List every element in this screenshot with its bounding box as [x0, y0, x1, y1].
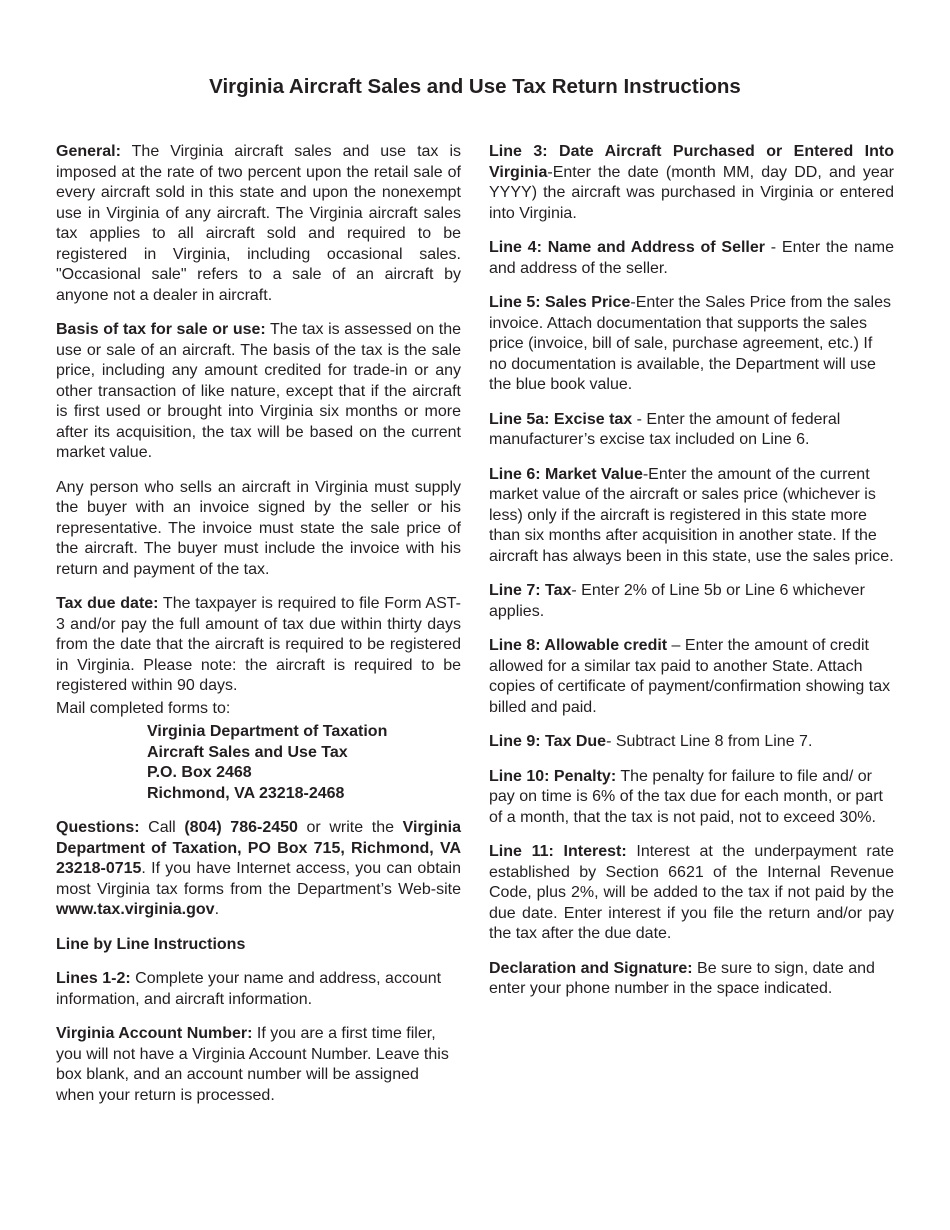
- line-4-text: - Enter the name and address of the seller.: [489, 239, 894, 277]
- line-5-label: Line 5: Sales Price: [489, 294, 631, 311]
- basis-text: The tax is assessed on the use or sale of an aircraft. The basis of the tax is the sale price, including any amount credited for trade-in or any other transaction of like nature, except that if the aircraft is first used or brought into Virginia six months or more after its acquisition, the tax will be based on the current market value.: [56, 321, 461, 461]
- declaration-paragraph: [489, 959, 894, 1000]
- declaration-label: Declaration and Signature:: [489, 959, 693, 977]
- line-6-paragraph: [489, 465, 894, 568]
- address-line-4: Richmond, VA 23218-2468: [147, 784, 345, 802]
- department-address: Virginia Department of Taxation, PO Box 715, Richmond, VA 23218-0715: [56, 819, 461, 877]
- line-7-paragraph: [489, 581, 894, 622]
- basis-label: Basis of tax for sale or use:: [56, 321, 266, 338]
- left-column: [56, 142, 461, 1120]
- line-5-text: -Enter the Sales Price from the sales invoice. Attach documentation that supports the sales price (invoice, bill of sale, purchase agreement, etc.) If no documentation is available, the Department will use the blue book value.: [489, 294, 891, 393]
- questions-paragraph: [56, 818, 461, 921]
- lines-1-2-text: Complete your name and address, account information, and aircraft information.: [56, 970, 442, 1008]
- account-number-label: Virginia Account Number:: [56, 1025, 253, 1042]
- right-column: [489, 142, 894, 1014]
- questions-call: Call: [139, 819, 185, 836]
- general-text: The Virginia aircraft sales and use tax is imposed at the rate of two percent upon the retail sale of every aircraft sold in this state and upon the nonexempt use in Virginia of any aircraft. The Virginia aircraft sales tax applies to all aircraft sold and required to be registered in Virginia, including occasional sales. "Occasional sale" refers to a sale of an aircraft by anyone not a dealer in aircraft.: [56, 143, 461, 304]
- line-7-text: - Enter 2% of Line 5b or Line 6 whichever applies.: [489, 582, 865, 620]
- due-date-paragraph: [56, 594, 461, 697]
- line-5a-paragraph: [489, 410, 894, 451]
- due-date-text: The taxpayer is required to file Form AST-3 and/or pay the full amount of tax due within thirty days from the date that the aircraft is required to be registered in Virginia. Please note: the aircraft is required to be registered within 90 days.: [56, 595, 461, 694]
- basis-paragraph: [56, 320, 461, 464]
- invoice-paragraph: Any person who sells an aircraft in Virginia must supply the buyer with an invoice signed by the seller or his representative. The invoice must state the sale price of the aircraft. The buyer must include the invoice with his return and payment of the tax.: [56, 478, 461, 578]
- line-5a-text: - Enter the amount of federal manufacturer’s excise tax included on Line 6.: [489, 410, 841, 448]
- line-4-label: Line 4: Name and Address of Seller: [489, 239, 765, 256]
- line-8-text: – Enter the amount of credit allowed for a similar tax paid to another State. Attach copies of certificate of payment/confirmation showing tax billed and paid.: [489, 637, 891, 716]
- account-number-text: If you are a first time filer, you will not have a Virginia Account Number. Leave this box blank, and an account number will be assigned when your return is processed.: [56, 1025, 449, 1104]
- line-11-label: Line 11: Interest:: [489, 843, 627, 860]
- address-line-3: P.O. Box 2468: [147, 764, 252, 781]
- address-line-2: Aircraft Sales and Use Tax: [147, 743, 348, 761]
- line-5a-label: Line 5a: Excise tax: [489, 410, 633, 428]
- page-title: Virginia Aircraft Sales and Use Tax Return Instructions: [209, 75, 741, 98]
- general-label: General:: [56, 143, 121, 160]
- line-10-label: Line 10: Penalty:: [489, 767, 617, 785]
- line-3-label: Line 3: Date Aircraft Purchased or Entered Into Virginia: [489, 143, 894, 181]
- website-link[interactable]: www.tax.virginia.gov: [56, 901, 215, 918]
- general-paragraph: [56, 142, 461, 306]
- line-6-label: Line 6: Market Value: [489, 465, 643, 483]
- line-9-text: - Subtract Line 8 from Line 7.: [606, 733, 813, 750]
- due-date-label: Tax due date:: [56, 595, 159, 612]
- line-6-text: -Enter the amount of the current market value of the aircraft or sales price (whichever is less) only if the aircraft is registered in this state more than six months after acquisition in another state. If the aircraft has always been in this state, use the sales price.: [489, 465, 894, 565]
- address-line-1: Virginia Department of Taxation: [147, 723, 388, 740]
- line-8-label: Line 8: Allowable credit: [489, 637, 668, 654]
- line-7-label: Line 7: Tax: [489, 582, 572, 599]
- account-number-paragraph: [56, 1024, 461, 1106]
- mail-instruction: Mail completed forms to:: [56, 699, 231, 717]
- questions-write: or write the: [297, 819, 403, 836]
- line-8-paragraph: [489, 636, 894, 718]
- line-4-paragraph: [489, 238, 894, 279]
- line-9-paragraph: [489, 732, 894, 753]
- lines-1-2-paragraph: [56, 969, 461, 1010]
- mailing-address: [147, 722, 461, 804]
- questions-internet: . If you have Internet access, you can obtain most Virginia tax forms from the Department’s Web-site: [56, 860, 461, 898]
- line-11-paragraph: [489, 842, 894, 945]
- line-11-text: Interest at the underpayment rate established by Section 6621 of the Internal Revenue Code, plus 2%, will be added to the tax if not paid by the due date. Enter interest if you file the return and/or pay the tax after the due date.: [489, 843, 894, 942]
- line-10-text: The penalty for failure to file and/ or pay on time is 6% of the tax due for each month, or part of a month, that the tax is not paid, not to exceed 30%.: [489, 767, 883, 826]
- line-9-label: Line 9: Tax Due: [489, 733, 607, 750]
- declaration-text: Be sure to sign, date and enter your phone number in the space indicated.: [489, 959, 875, 997]
- lines-1-2-label: Lines 1-2:: [56, 970, 131, 987]
- line-5-paragraph: [489, 293, 894, 396]
- line-3-text: -Enter the date (month MM, day DD, and year YYYY) the aircraft was purchased in Virginia or entered into Virginia.: [489, 163, 894, 222]
- questions-end: .: [214, 901, 220, 918]
- phone-number: (804) 786-2450: [184, 819, 298, 836]
- questions-label: Questions:: [56, 819, 140, 836]
- line-3-paragraph: [489, 142, 894, 224]
- line-by-line-heading: Line by Line Instructions: [56, 935, 246, 953]
- line-10-paragraph: [489, 767, 894, 829]
